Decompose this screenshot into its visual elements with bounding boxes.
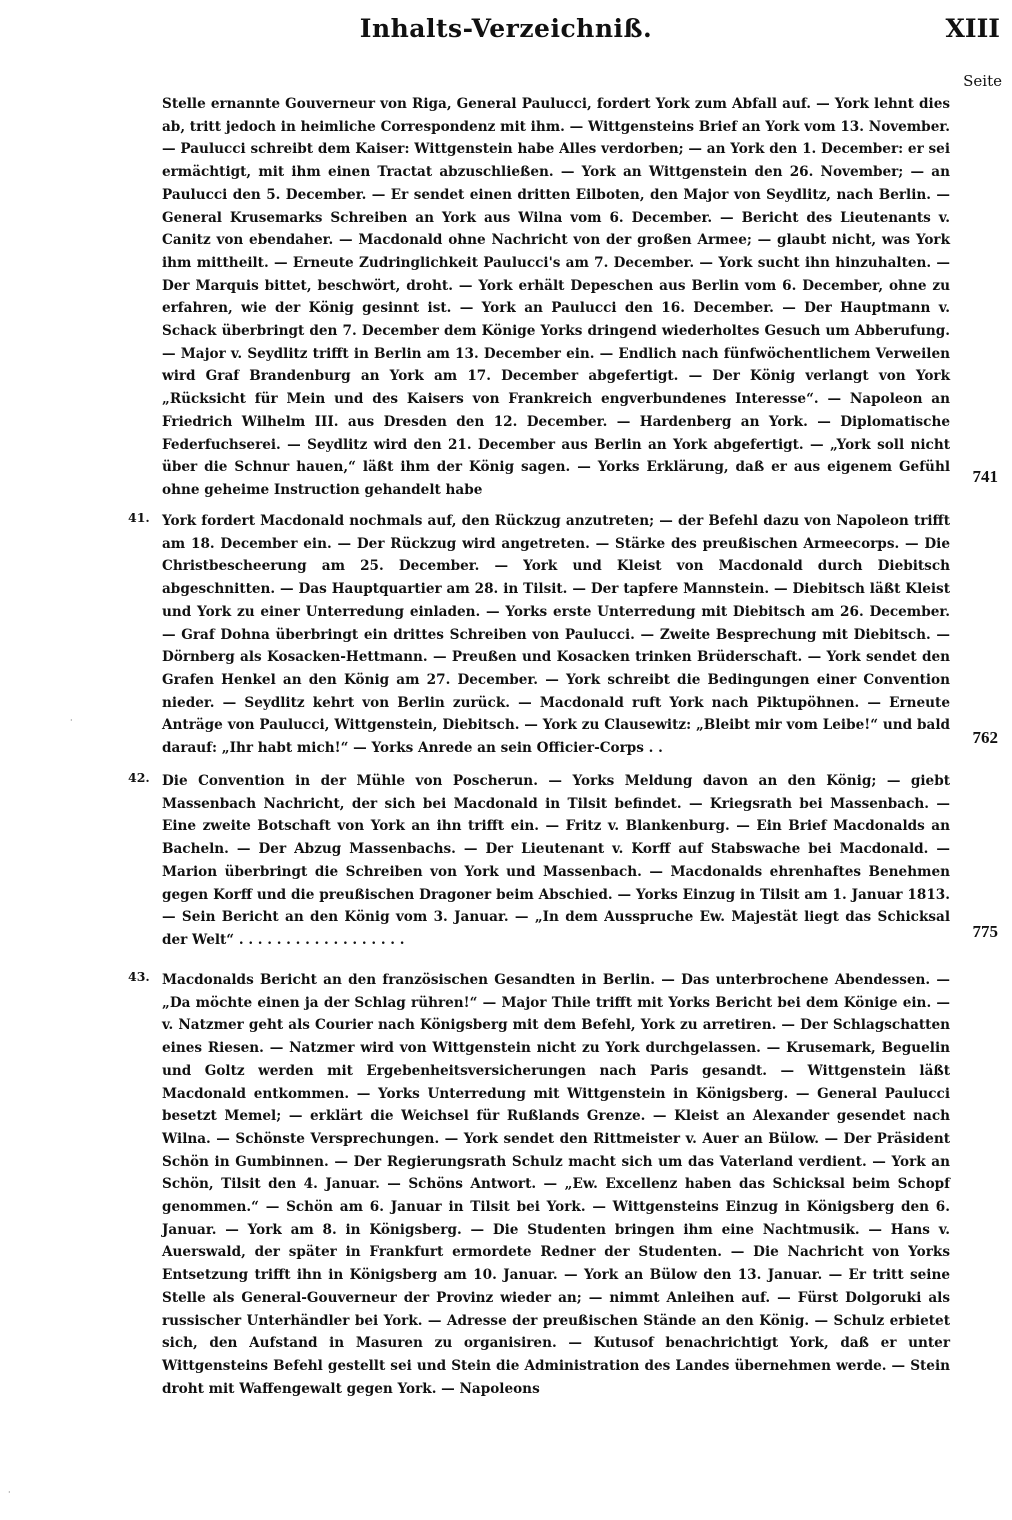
scan-speck: · (8, 1488, 11, 1497)
toc-entry-number: 43. (128, 969, 150, 984)
toc-entry-page: 775 (972, 922, 998, 941)
page-column-label: Seite (963, 72, 1002, 90)
page-number: XIII (945, 14, 1000, 43)
running-title: Inhalts-Verzeichniß. (359, 14, 653, 43)
toc-entry-page: 741 (972, 467, 998, 486)
toc-entry-text: York fordert Macdonald nochmals auf, den Rückzug anzutreten; — der Befehl dazu von Napoleon trifft am 18. December ein. — Der Rückzug wird angetreten. — Stärke des preußischen Armeecorps. — Die Christbescheerung am 25. December. — York und Kleist von Macdonald durch Diebitsch abgeschnitten. — Das Hauptquartier am 28. in Tilsit. — Der tapfere Mannstein. — Diebitsch läßt Kleist und York zu einer Unterredung einladen. — Yorks erste Unterredung mit Diebitsch am 26. December. — Graf Dohna überbringt ein drittes Schreiben von Paulucci. — Zweite Besprechung mit Diebitsch. — Dörnberg als Kosacken-Hettmann. — Preußen und Kosacken trinken Brüderschaft. — York sendet den Grafen Henkel an den König am 27. December. — York schreibt die Bedingungen einer Convention nieder. — Seydlitz kehrt von Berlin zurück. — Macdonald ruft York nach Piktupöhnen. — Erneute Anträge von Paulucci, Wittgenstein, Diebitsch. — York zu Clausewitz: „Bleibt mir vom Leibe!“ und bald darauf: „Ihr habt mich!“ — Yorks Anrede an sein Officier-Corps . . (162, 513, 950, 757)
toc-entry-text: Die Convention in der Mühle von Poscherun. — Yorks Meldung davon an den König; — giebt Massenbach Nachricht, der sich bei Macdonald in Tilsit befindet. — Kriegsrath bei Massenbach. — Eine zweite Botschaft von York an ihn trifft ein. — Fritz v. Blankenburg. — Ein Brief Macdonalds an Bacheln. — Der Abzug Massenbachs. — Der Lieutenant v. Korff auf Stabswache bei Macdonald. — Marion überbringt die Schreiben von York und Massenbach. — Macdonalds ehrenhaftes Benehmen gegen Korff und die preußischen Dragoner beim Abschied. — Yorks Einzug in Tilsit am 1. Januar 1813. — Sein Bericht an den König vom 3. Januar. — „In dem Ausspruche Ew. Majestät liegt das Schicksal der Welt“ . . . . . . . . . . . . . . . . . . (162, 773, 950, 948)
toc-entry-text: Macdonalds Bericht an den französischen Gesandten in Berlin. — Das unterbrochene Abendessen. — „Da möchte einen ja der Schlag rühren!“ — Major Thile trifft mit Yorks Bericht bei dem Könige ein. — v. Natzmer geht als Courier nach Königsberg mit dem Befehl, York zu arretiren. — Der Schlagschatten eines Riesen. — Natzmer wird von Wittgenstein nicht zu York durchgelassen. — Krusemark, Beguelin und Goltz werden mit Ergebenheitsversicherungen nach Paris gesandt. — Wittgenstein läßt Macdonald entkommen. — Yorks Unterredung mit Wittgenstein in Königsberg. — General Paulucci besetzt Memel; — erklärt die Weichsel für Rußlands Grenze. — Kleist an Alexander gesendet nach Wilna. — Schönste Versprechungen. — York sendet den Rittmeister v. Auer an Bülow. — Der Präsident Schön in Gumbinnen. — Der Regierungsrath Schulz macht sich um das Vaterland verdient. — York an Schön, Tilsit den 4. Januar. — Schöns Antwort. — „Ew. Excellenz haben das Schicksal beim Schopf genommen.“ — Schön am 6. Januar in Tilsit bei York. — Wittgensteins Einzug in Königsberg den 6. Januar. — York am 8. in Königsberg. — Die Studenten bringen ihm eine Nachtmusik. — Hans v. Auerswald, der später in Frankfurt ermordete Redner der Studenten. — Die Nachricht von Yorks Entsetzung trifft ihn in Königsberg am 10. Januar. — York an Bülow den 13. Januar. — Er tritt seine Stelle als General-Gouverneur der Provinz wieder an; — nimmt Anleihen auf. — Fürst Dolgoruki als russischer Unterhändler bei York. — Adresse der preußischen Stände an den König. — Schulz erbietet sich, den Aufstand in Masuren zu organisiren. — Kutusof benachrichtigt York, daß er unter Wittgensteins Befehl gestellt sei und Stein die Administration des Landes übernehmen werde. — Stein droht mit Waffengewalt gegen York. — Napoleons (162, 972, 950, 1397)
toc-entry-page: 762 (972, 728, 998, 747)
toc-entry-number: 42. (128, 770, 150, 785)
toc-entry-text: Stelle ernannte Gouverneur von Riga, General Paulucci, fordert York zum Abfall auf. — York lehnt dies ab, tritt jedoch in heimliche Correspondenz mit ihm. — Wittgensteins Brief an York vom 13. November. — Paulucci schreibt dem Kaiser: Wittgenstein habe Alles verdorben; — an York den 1. December: er sei ermächtigt, mit ihm einen Tractat abzuschließen. — York an Wittgenstein den 26. November; — an Paulucci den 5. December. — Er sendet einen dritten Eilboten, den Major von Seydlitz, nach Berlin. — General Krusemarks Schreiben an York aus Wilna vom 6. December. — Bericht des Lieutenants v. Canitz von ebendaher. — Macdonald ohne Nachricht von der großen Armee; — glaubt nicht, was York ihm mittheilt. — Erneute Zudringlichkeit Paulucci's am 7. December. — York sucht ihn hinzuhalten. — Der Marquis bittet, beschwört, droht. — York erhält Depeschen aus Berlin vom 6. December, ohne zu erfahren, wie der König gesinnt ist. — York an Paulucci den 16. December. — Der Hauptmann v. Schack überbringt den 7. December dem Könige Yorks dringend wiederholtes Gesuch um Abberufung. — Major v. Seydlitz trifft in Berlin am 13. December ein. — Endlich nach fünfwöchentlichem Verweilen wird Graf Brandenburg an York am 17. December abgefertigt. — Der König verlangt von York „Rücksicht für Mein und des Kaisers von Frankreich engverbundenes Interesse“. — Napoleon an Friedrich Wilhelm III. aus Dresden den 12. December. — Hardenberg an York. — Diplomatische Federfuchserei. — Seydlitz wird den 21. December aus Berlin an York abgefertigt. — „York soll nicht über die Schnur hauen,“ läßt ihm der König sagen. — Yorks Erklärung, daß er aus eigenem Gefühl ohne geheime Instruction gehandelt habe (162, 96, 950, 498)
toc-entry-number: 41. (128, 510, 150, 525)
running-header (0, 10, 1012, 50)
scan-speck: · (70, 716, 73, 725)
